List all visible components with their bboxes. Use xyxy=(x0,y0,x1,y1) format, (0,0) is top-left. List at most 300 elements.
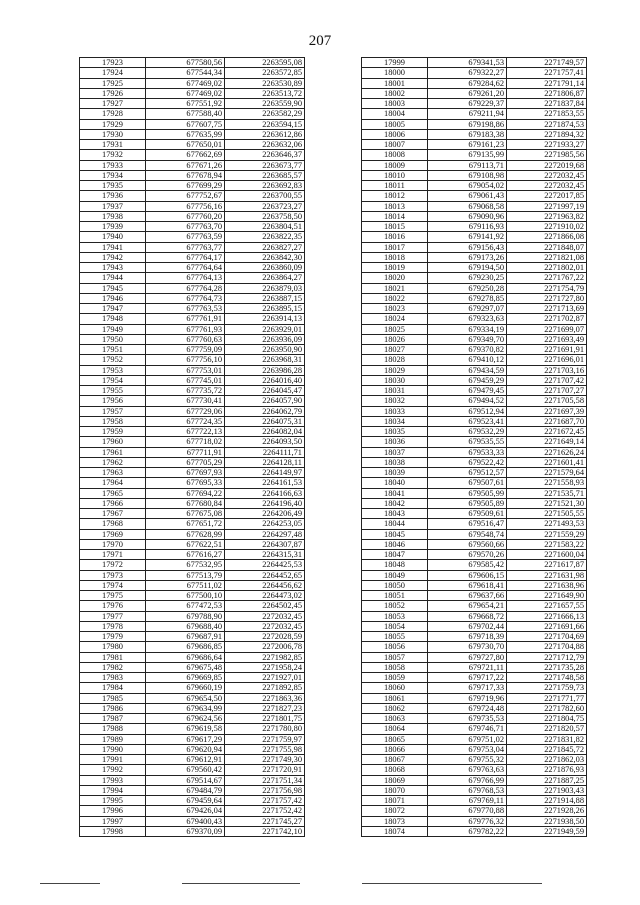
table-row xyxy=(362,232,587,242)
y-coordinate-cell: 2271821,08 xyxy=(507,252,587,262)
y-coordinate-cell: 2271704,69 xyxy=(507,632,587,642)
point-number-cell: 18043 xyxy=(362,509,428,519)
y-coordinate-cell: 2271874,53 xyxy=(507,119,587,129)
y-coordinate-cell: 2271755,98 xyxy=(225,744,305,754)
y-coordinate-cell: 2264045,47 xyxy=(225,386,305,396)
table-row xyxy=(80,170,305,180)
x-coordinate-cell: 679688,40 xyxy=(146,621,225,631)
table-row xyxy=(362,519,587,529)
table-row xyxy=(80,529,305,539)
y-coordinate-cell: 2271894,32 xyxy=(507,129,587,139)
table-row xyxy=(362,509,587,519)
y-coordinate-cell: 2271704,88 xyxy=(507,642,587,652)
point-number-cell: 18056 xyxy=(362,642,428,652)
table-row xyxy=(80,519,305,529)
x-coordinate-cell: 677635,99 xyxy=(146,129,225,139)
y-coordinate-cell: 2271696,01 xyxy=(507,355,587,365)
y-coordinate-cell: 2271638,96 xyxy=(507,580,587,590)
point-number-cell: 17967 xyxy=(80,509,146,519)
point-number-cell: 17970 xyxy=(80,539,146,549)
coordinate-table-right xyxy=(361,57,587,837)
point-number-cell: 17930 xyxy=(80,129,146,139)
y-coordinate-cell: 2264128,11 xyxy=(225,457,305,467)
y-coordinate-cell: 2272017,85 xyxy=(507,191,587,201)
x-coordinate-cell: 679619,58 xyxy=(146,724,225,734)
x-coordinate-cell: 679261,20 xyxy=(428,88,507,98)
table-row xyxy=(362,386,587,396)
table-row xyxy=(80,816,305,826)
x-coordinate-cell: 677722,13 xyxy=(146,427,225,437)
y-coordinate-cell: 2271982,85 xyxy=(225,652,305,662)
y-coordinate-cell: 2271938,50 xyxy=(507,816,587,826)
point-number-cell: 17944 xyxy=(80,273,146,283)
table-row xyxy=(362,785,587,795)
table-row xyxy=(362,191,587,201)
y-coordinate-cell: 2272019,68 xyxy=(507,160,587,170)
table-row xyxy=(80,775,305,785)
table-row xyxy=(362,457,587,467)
x-coordinate-cell: 679229,37 xyxy=(428,99,507,109)
x-coordinate-cell: 679509,61 xyxy=(428,509,507,519)
y-coordinate-cell: 2264297,48 xyxy=(225,529,305,539)
x-coordinate-cell: 679717,33 xyxy=(428,683,507,693)
x-coordinate-cell: 679669,85 xyxy=(146,673,225,683)
table-row xyxy=(80,406,305,416)
table-row xyxy=(362,129,587,139)
x-coordinate-cell: 677551,92 xyxy=(146,99,225,109)
table-row xyxy=(80,416,305,426)
table-row xyxy=(80,273,305,283)
y-coordinate-cell: 2271759,73 xyxy=(507,683,587,693)
y-coordinate-cell: 2271505,55 xyxy=(507,509,587,519)
table-row xyxy=(80,129,305,139)
point-number-cell: 17976 xyxy=(80,601,146,611)
point-number-cell: 18008 xyxy=(362,150,428,160)
x-coordinate-cell: 679173,26 xyxy=(428,252,507,262)
table-row xyxy=(80,539,305,549)
table-row xyxy=(362,109,587,119)
x-coordinate-cell: 679141,92 xyxy=(428,232,507,242)
y-coordinate-cell: 2264502,45 xyxy=(225,601,305,611)
y-coordinate-cell: 2271558,93 xyxy=(507,478,587,488)
x-coordinate-cell: 679156,43 xyxy=(428,242,507,252)
table-row xyxy=(80,642,305,652)
x-coordinate-cell: 677764,64 xyxy=(146,263,225,273)
x-coordinate-cell: 679113,71 xyxy=(428,160,507,170)
y-coordinate-cell: 2271927,01 xyxy=(225,673,305,683)
table-row xyxy=(362,140,587,150)
point-number-cell: 17991 xyxy=(80,755,146,765)
y-coordinate-cell: 2264196,40 xyxy=(225,498,305,508)
table-row xyxy=(362,160,587,170)
point-number-cell: 17987 xyxy=(80,714,146,724)
point-number-cell: 17956 xyxy=(80,396,146,406)
y-coordinate-cell: 2271933,27 xyxy=(507,140,587,150)
x-coordinate-cell: 679507,61 xyxy=(428,478,507,488)
table-row xyxy=(80,601,305,611)
table-row xyxy=(80,58,305,68)
y-coordinate-cell: 2271666,13 xyxy=(507,611,587,621)
table-row xyxy=(362,406,587,416)
y-coordinate-cell: 2263582,29 xyxy=(225,109,305,119)
x-coordinate-cell: 677651,72 xyxy=(146,519,225,529)
x-coordinate-cell: 679400,43 xyxy=(146,816,225,826)
table-row xyxy=(80,560,305,570)
footer-rule-middle xyxy=(182,883,300,884)
table-row xyxy=(362,703,587,713)
point-number-cell: 18006 xyxy=(362,129,428,139)
y-coordinate-cell: 2271749,30 xyxy=(225,755,305,765)
y-coordinate-cell: 2264082,04 xyxy=(225,427,305,437)
table-row xyxy=(80,181,305,191)
point-number-cell: 17973 xyxy=(80,570,146,580)
table-row xyxy=(80,304,305,314)
table-row xyxy=(362,662,587,672)
y-coordinate-cell: 2263936,09 xyxy=(225,334,305,344)
x-coordinate-cell: 679522,42 xyxy=(428,457,507,467)
point-number-cell: 17971 xyxy=(80,550,146,560)
table-row xyxy=(80,99,305,109)
point-number-cell: 18023 xyxy=(362,304,428,314)
y-coordinate-cell: 2271801,75 xyxy=(225,714,305,724)
y-coordinate-cell: 2263929,01 xyxy=(225,324,305,334)
table-row xyxy=(80,457,305,467)
y-coordinate-cell: 2263879,03 xyxy=(225,283,305,293)
x-coordinate-cell: 679090,96 xyxy=(428,211,507,221)
table-row xyxy=(80,396,305,406)
point-number-cell: 17975 xyxy=(80,591,146,601)
table-row xyxy=(80,263,305,273)
point-number-cell: 17994 xyxy=(80,785,146,795)
x-coordinate-cell: 679620,94 xyxy=(146,744,225,754)
table-row xyxy=(362,601,587,611)
point-number-cell: 18035 xyxy=(362,427,428,437)
point-number-cell: 17968 xyxy=(80,519,146,529)
x-coordinate-cell: 679717,22 xyxy=(428,673,507,683)
y-coordinate-cell: 2271831,82 xyxy=(507,734,587,744)
table-row xyxy=(80,785,305,795)
y-coordinate-cell: 2271712,79 xyxy=(507,652,587,662)
point-number-cell: 18007 xyxy=(362,140,428,150)
point-number-cell: 18073 xyxy=(362,816,428,826)
table-row xyxy=(362,293,587,303)
y-coordinate-cell: 2263513,72 xyxy=(225,88,305,98)
x-coordinate-cell: 677580,56 xyxy=(146,58,225,68)
x-coordinate-cell: 677680,84 xyxy=(146,498,225,508)
point-number-cell: 18034 xyxy=(362,416,428,426)
point-number-cell: 18016 xyxy=(362,232,428,242)
y-coordinate-cell: 2263646,37 xyxy=(225,150,305,160)
point-number-cell: 18046 xyxy=(362,539,428,549)
point-number-cell: 17952 xyxy=(80,355,146,365)
x-coordinate-cell: 679370,82 xyxy=(428,345,507,355)
x-coordinate-cell: 679512,94 xyxy=(428,406,507,416)
table-row xyxy=(362,427,587,437)
point-number-cell: 18014 xyxy=(362,211,428,221)
y-coordinate-cell: 2263864,27 xyxy=(225,273,305,283)
y-coordinate-cell: 2271672,45 xyxy=(507,427,587,437)
point-number-cell: 17945 xyxy=(80,283,146,293)
point-number-cell: 17933 xyxy=(80,160,146,170)
y-coordinate-cell: 2263887,15 xyxy=(225,293,305,303)
y-coordinate-cell: 2264057,90 xyxy=(225,396,305,406)
point-number-cell: 18065 xyxy=(362,734,428,744)
x-coordinate-cell: 677764,17 xyxy=(146,252,225,262)
x-coordinate-cell: 679198,86 xyxy=(428,119,507,129)
table-row xyxy=(80,232,305,242)
y-coordinate-cell: 2271853,55 xyxy=(507,109,587,119)
x-coordinate-cell: 677761,91 xyxy=(146,314,225,324)
x-coordinate-cell: 677511,02 xyxy=(146,580,225,590)
point-number-cell: 17979 xyxy=(80,632,146,642)
y-coordinate-cell: 2271806,87 xyxy=(507,88,587,98)
y-coordinate-cell: 2263612,86 xyxy=(225,129,305,139)
table-row xyxy=(362,468,587,478)
table-row xyxy=(80,632,305,642)
x-coordinate-cell: 679637,66 xyxy=(428,591,507,601)
table-row xyxy=(362,242,587,252)
point-number-cell: 18061 xyxy=(362,693,428,703)
y-coordinate-cell: 2271997,19 xyxy=(507,201,587,211)
x-coordinate-cell: 677729,06 xyxy=(146,406,225,416)
point-number-cell: 17965 xyxy=(80,488,146,498)
table-row xyxy=(80,242,305,252)
point-number-cell: 17931 xyxy=(80,140,146,150)
point-number-cell: 18036 xyxy=(362,437,428,447)
x-coordinate-cell: 679735,53 xyxy=(428,714,507,724)
point-number-cell: 18053 xyxy=(362,611,428,621)
point-number-cell: 17936 xyxy=(80,191,146,201)
point-number-cell: 17947 xyxy=(80,304,146,314)
point-number-cell: 18028 xyxy=(362,355,428,365)
table-row xyxy=(362,734,587,744)
y-coordinate-cell: 2271691,66 xyxy=(507,621,587,631)
point-number-cell: 17932 xyxy=(80,150,146,160)
point-number-cell: 17996 xyxy=(80,806,146,816)
point-number-cell: 17941 xyxy=(80,242,146,252)
y-coordinate-cell: 2271958,24 xyxy=(225,662,305,672)
point-number-cell: 18054 xyxy=(362,621,428,631)
point-number-cell: 18017 xyxy=(362,242,428,252)
y-coordinate-cell: 2271713,69 xyxy=(507,304,587,314)
x-coordinate-cell: 679349,70 xyxy=(428,334,507,344)
x-coordinate-cell: 679687,91 xyxy=(146,632,225,642)
x-coordinate-cell: 679788,90 xyxy=(146,611,225,621)
table-row xyxy=(362,181,587,191)
point-number-cell: 18057 xyxy=(362,652,428,662)
table-row xyxy=(362,621,587,631)
x-coordinate-cell: 679686,64 xyxy=(146,652,225,662)
point-number-cell: 17966 xyxy=(80,498,146,508)
y-coordinate-cell: 2263673,77 xyxy=(225,160,305,170)
table-row xyxy=(80,755,305,765)
table-row xyxy=(80,724,305,734)
y-coordinate-cell: 2271985,56 xyxy=(507,150,587,160)
table-row xyxy=(80,68,305,78)
x-coordinate-cell: 679068,58 xyxy=(428,201,507,211)
table-row xyxy=(362,355,587,365)
x-coordinate-cell: 679654,50 xyxy=(146,693,225,703)
point-number-cell: 18041 xyxy=(362,488,428,498)
table-row xyxy=(80,88,305,98)
y-coordinate-cell: 2271535,71 xyxy=(507,488,587,498)
x-coordinate-cell: 677711,91 xyxy=(146,447,225,457)
table-row xyxy=(362,375,587,385)
x-coordinate-cell: 679721,11 xyxy=(428,662,507,672)
y-coordinate-cell: 2271559,29 xyxy=(507,529,587,539)
table-row xyxy=(80,550,305,560)
table-row xyxy=(362,58,587,68)
table-row xyxy=(80,283,305,293)
point-number-cell: 18019 xyxy=(362,263,428,273)
x-coordinate-cell: 679612,91 xyxy=(146,755,225,765)
y-coordinate-cell: 2271720,91 xyxy=(225,765,305,775)
x-coordinate-cell: 677763,70 xyxy=(146,222,225,232)
table-row xyxy=(362,437,587,447)
point-number-cell: 17984 xyxy=(80,683,146,693)
y-coordinate-cell: 2263692,83 xyxy=(225,181,305,191)
table-row xyxy=(362,201,587,211)
table-row xyxy=(362,416,587,426)
y-coordinate-cell: 2271848,07 xyxy=(507,242,587,252)
table-row xyxy=(362,652,587,662)
y-coordinate-cell: 2264307,87 xyxy=(225,539,305,549)
y-coordinate-cell: 2263822,35 xyxy=(225,232,305,242)
point-number-cell: 18066 xyxy=(362,744,428,754)
point-number-cell: 18001 xyxy=(362,78,428,88)
x-coordinate-cell: 679505,99 xyxy=(428,488,507,498)
y-coordinate-cell: 2271820,57 xyxy=(507,724,587,734)
x-coordinate-cell: 679763,63 xyxy=(428,765,507,775)
point-number-cell: 17946 xyxy=(80,293,146,303)
x-coordinate-cell: 679211,94 xyxy=(428,109,507,119)
point-number-cell: 18026 xyxy=(362,334,428,344)
x-coordinate-cell: 679322,27 xyxy=(428,68,507,78)
point-number-cell: 17969 xyxy=(80,529,146,539)
point-number-cell: 17954 xyxy=(80,375,146,385)
point-number-cell: 17939 xyxy=(80,222,146,232)
x-coordinate-cell: 677724,35 xyxy=(146,416,225,426)
x-coordinate-cell: 677697,93 xyxy=(146,468,225,478)
y-coordinate-cell: 2264473,02 xyxy=(225,591,305,601)
point-number-cell: 18010 xyxy=(362,170,428,180)
y-coordinate-cell: 2271579,64 xyxy=(507,468,587,478)
point-number-cell: 17962 xyxy=(80,457,146,467)
x-coordinate-cell: 679675,48 xyxy=(146,662,225,672)
table-row xyxy=(362,724,587,734)
table-row xyxy=(362,796,587,806)
table-row xyxy=(80,591,305,601)
x-coordinate-cell: 679494,52 xyxy=(428,396,507,406)
point-number-cell: 18040 xyxy=(362,478,428,488)
x-coordinate-cell: 677764,28 xyxy=(146,283,225,293)
y-coordinate-cell: 2263700,55 xyxy=(225,191,305,201)
x-coordinate-cell: 679334,19 xyxy=(428,324,507,334)
y-coordinate-cell: 2271493,53 xyxy=(507,519,587,529)
point-number-cell: 17937 xyxy=(80,201,146,211)
table-row xyxy=(80,345,305,355)
point-number-cell: 18002 xyxy=(362,88,428,98)
x-coordinate-cell: 677759,09 xyxy=(146,345,225,355)
point-number-cell: 17963 xyxy=(80,468,146,478)
table-row xyxy=(362,447,587,457)
y-coordinate-cell: 2264452,65 xyxy=(225,570,305,580)
point-number-cell: 18013 xyxy=(362,201,428,211)
table-row xyxy=(80,662,305,672)
table-row xyxy=(362,324,587,334)
x-coordinate-cell: 679278,85 xyxy=(428,293,507,303)
point-number-cell: 18012 xyxy=(362,191,428,201)
point-number-cell: 17938 xyxy=(80,211,146,221)
point-number-cell: 17926 xyxy=(80,88,146,98)
x-coordinate-cell: 677730,41 xyxy=(146,396,225,406)
point-number-cell: 18050 xyxy=(362,580,428,590)
y-coordinate-cell: 2271699,07 xyxy=(507,324,587,334)
point-number-cell: 17997 xyxy=(80,816,146,826)
y-coordinate-cell: 2271707,27 xyxy=(507,386,587,396)
point-number-cell: 17948 xyxy=(80,314,146,324)
point-number-cell: 17990 xyxy=(80,744,146,754)
y-coordinate-cell: 2271757,42 xyxy=(225,796,305,806)
point-number-cell: 18003 xyxy=(362,99,428,109)
y-coordinate-cell: 2264111,71 xyxy=(225,447,305,457)
table-row xyxy=(362,673,587,683)
x-coordinate-cell: 679618,41 xyxy=(428,580,507,590)
point-number-cell: 17981 xyxy=(80,652,146,662)
point-number-cell: 17974 xyxy=(80,580,146,590)
x-coordinate-cell: 677671,26 xyxy=(146,160,225,170)
table-row xyxy=(362,222,587,232)
table-row xyxy=(80,806,305,816)
point-number-cell: 18047 xyxy=(362,550,428,560)
y-coordinate-cell: 2264315,31 xyxy=(225,550,305,560)
table-row xyxy=(80,334,305,344)
point-number-cell: 18037 xyxy=(362,447,428,457)
y-coordinate-cell: 2263860,09 xyxy=(225,263,305,273)
x-coordinate-cell: 677628,99 xyxy=(146,529,225,539)
table-row xyxy=(362,334,587,344)
x-coordinate-cell: 677513,79 xyxy=(146,570,225,580)
table-row xyxy=(80,498,305,508)
point-number-cell: 18032 xyxy=(362,396,428,406)
point-number-cell: 17995 xyxy=(80,796,146,806)
y-coordinate-cell: 2271697,39 xyxy=(507,406,587,416)
table-row xyxy=(80,714,305,724)
table-row xyxy=(362,642,587,652)
table-row xyxy=(362,550,587,560)
y-coordinate-cell: 2272032,45 xyxy=(225,621,305,631)
y-coordinate-cell: 2264253,05 xyxy=(225,519,305,529)
x-coordinate-cell: 677705,29 xyxy=(146,457,225,467)
point-number-cell: 18059 xyxy=(362,673,428,683)
table-row xyxy=(80,314,305,324)
table-row xyxy=(80,437,305,447)
point-number-cell: 17998 xyxy=(80,826,146,836)
table-row xyxy=(362,580,587,590)
x-coordinate-cell: 677699,29 xyxy=(146,181,225,191)
point-number-cell: 18022 xyxy=(362,293,428,303)
y-coordinate-cell: 2271751,34 xyxy=(225,775,305,785)
x-coordinate-cell: 679297,07 xyxy=(428,304,507,314)
y-coordinate-cell: 2263986,28 xyxy=(225,365,305,375)
point-number-cell: 18039 xyxy=(362,468,428,478)
table-row xyxy=(80,652,305,662)
x-coordinate-cell: 677662,69 xyxy=(146,150,225,160)
x-coordinate-cell: 679116,93 xyxy=(428,222,507,232)
x-coordinate-cell: 679753,04 xyxy=(428,744,507,754)
point-number-cell: 18031 xyxy=(362,386,428,396)
x-coordinate-cell: 677761,93 xyxy=(146,324,225,334)
